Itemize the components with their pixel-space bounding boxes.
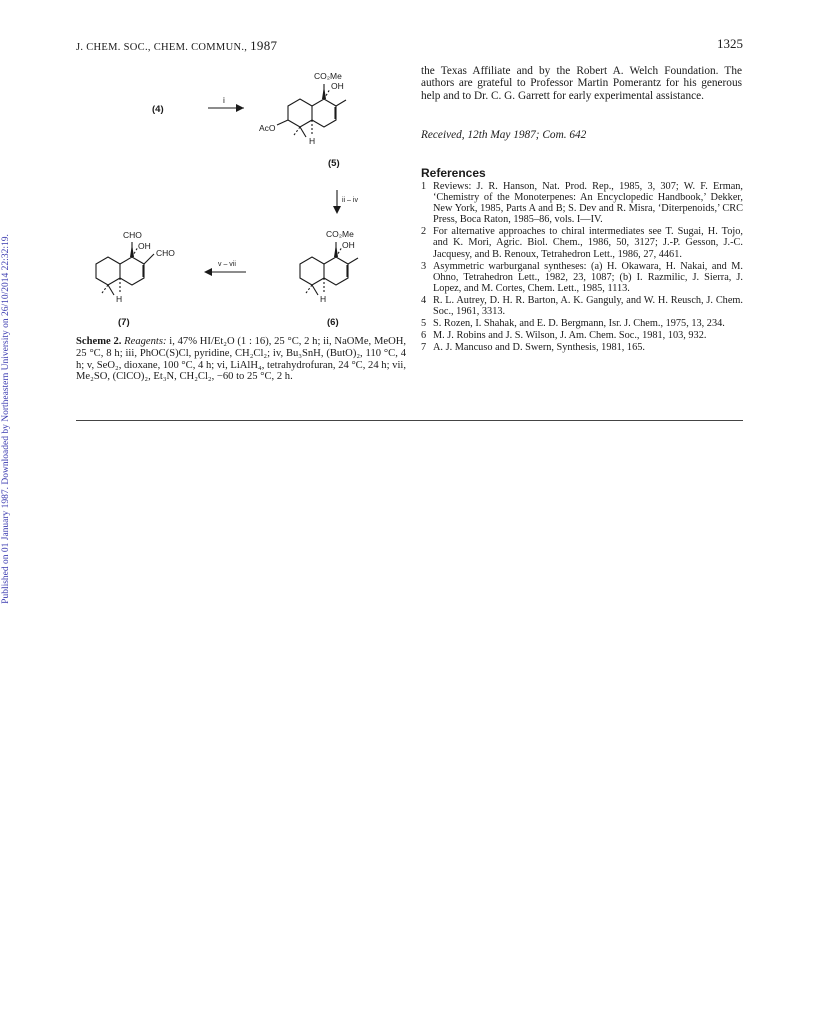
compound-6-right-ring: [324, 257, 348, 285]
acknowledgement-text: the Texas Affiliate and by the Robert A. Welch Foundation. The authors are grateful to Professor Martin Pomerantz for his generous help and to Dr. C. G. Garrett for early experimental assistance.: [421, 65, 742, 102]
reference-item: [421, 226, 743, 259]
compound-6-label: (6): [327, 317, 339, 328]
compound-5-oh: OH: [331, 81, 344, 91]
reference-item: [421, 330, 743, 341]
reference-text: For alternative approaches to chiral intermediates see T. Sugai, H. Tojo, and K. Mori, Agric. Biol. Chem., 1986, 50, 3127; J.-P. Gesson, J.-C. Jacquesy, and B. Renoux, Tetrahedron Lett., 1986, 27, 4461.: [433, 226, 743, 260]
reference-text: A. J. Mancuso and D. Swern, Synthesis, 1981, 165.: [433, 342, 645, 354]
reference-item: [421, 295, 743, 317]
reaction-scheme: [76, 62, 411, 332]
reference-item: [421, 181, 743, 225]
scheme-caption: [76, 336, 406, 383]
reference-text: Asymmetric warburganal syntheses: (a) H. Okawara, H. Nakai, and M. Ohno, Tetrahedron Lett., 1982, 23, 1087; (b) I. Razmilic, J. Sierra, J. Lopez, and M. Cortes, Chem. Lett., 1985, 1113.: [433, 260, 743, 294]
journal-name: J. CHEM. SOC., CHEM. COMMUN.,: [76, 42, 248, 53]
scheme-caption-label: Scheme 2.: [76, 336, 122, 347]
compound-5-h: H: [309, 136, 316, 146]
references-heading: References: [421, 166, 486, 180]
reference-text: S. Rozen, I. Shahak, and E. D. Bergmann, Isr. J. Chem., 1975, 13, 234.: [433, 318, 725, 330]
download-watermark: [0, 204, 16, 634]
references-list: [421, 181, 743, 354]
compound-5-label: (5): [328, 158, 340, 169]
step-v-vii-label: v – vii: [218, 261, 236, 268]
compound-5-co2me: CO₂Me: [314, 71, 342, 81]
compound-7-right-ring: [120, 257, 144, 285]
received-date: Received, 12th May 1987; Com. 642: [421, 129, 587, 141]
compound-5-left-ring: [288, 99, 312, 127]
scheme-caption-reagents-label: Reagents:: [124, 336, 167, 347]
reference-number: 1: [421, 181, 427, 192]
step-ii-iv-label: ii – iv: [342, 197, 358, 204]
reference-item: [421, 342, 743, 353]
download-watermark-text: Published on 01 January 1987. Downloaded by Northeastern University on 26/10/2014 22:32:19.: [1, 234, 11, 604]
compound-7-cho-side: CHO: [156, 248, 175, 258]
reference-number: 7: [421, 342, 427, 354]
reference-number: 5: [421, 318, 427, 330]
compound-5-aco: AcO: [259, 123, 276, 133]
reference-item: [421, 318, 743, 329]
compound-4-label: (4): [152, 104, 164, 115]
compound-6-co2me: CO₂Me: [326, 229, 354, 239]
compound-6-h: H: [320, 294, 327, 304]
journal-year: 1987: [250, 38, 278, 53]
compound-7-oh: OH: [138, 241, 151, 251]
reference-text: Reviews: J. R. Hanson, Nat. Prod. Rep., 1985, 3, 307; W. F. Erman, ‘Chemistry of the Monoterpenes: An Encyclopedic Handbook,’ Dekker, New York, 1985, Parts A and B; S. Dev and R. Misra, ‘Diterpenoids,’ CRC Press, Boca Raton, 1985–86, vols. I—IV.: [433, 181, 743, 226]
compound-7-h: H: [116, 294, 123, 304]
step-i-label: i: [223, 95, 225, 105]
compound-7-cho-top: CHO: [123, 230, 142, 240]
reference-number: 3: [421, 260, 427, 272]
reference-item: [421, 261, 743, 294]
scheme-caption-text: i, 47% HI/Et₂O (1 : 16), 25 °C, 2 h; ii, NaOMe, MeOH, 25 °C, 8 h; iii, PhOC(S)Cl, pyridine, CH₂Cl₂; iv, Bu₃SnH, (ButO)₂, 110 °C, 4 h; v, SeO₂, dioxane, 100 °C, 4 h; vi, LiAlH₄, tetrahydrofuran, 24 °C, 24 h; vii, Me₂SO, (ClCO)₂, Et₃N, CH₂Cl₂, −60 to 25 °C, 2 h.: [76, 336, 407, 383]
compound-5-right-ring: [312, 99, 336, 127]
compound-6-left-ring: [300, 257, 324, 285]
page-bottom-rule: [76, 420, 743, 421]
compound-7-label: (7): [118, 317, 130, 328]
reference-number: 4: [421, 294, 427, 306]
reference-number: 2: [421, 226, 427, 238]
running-header: [76, 38, 277, 54]
reference-text: M. J. Robins and J. S. Wilson, J. Am. Chem. Soc., 1981, 103, 932.: [433, 330, 707, 342]
compound-6-oh: OH: [342, 240, 355, 250]
page-number: 1325: [717, 36, 743, 51]
compound-7-left-ring: [96, 257, 120, 285]
reference-number: 6: [421, 330, 427, 342]
reference-text: R. L. Autrey, D. H. R. Barton, A. K. Ganguly, and W. H. Reusch, J. Chem. Soc., 1961, 3313.: [433, 294, 743, 318]
